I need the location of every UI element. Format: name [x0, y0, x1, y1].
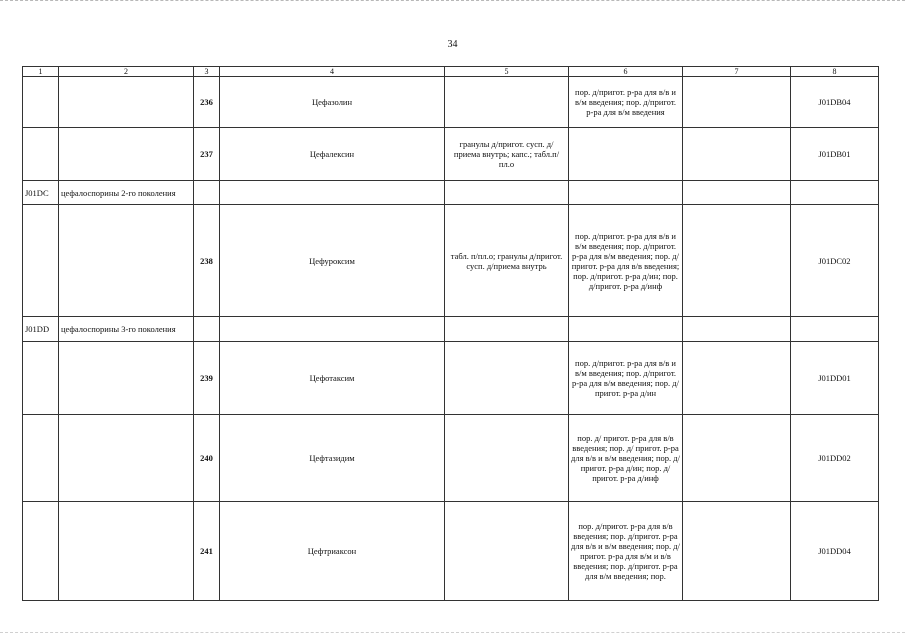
row-number: 237 — [194, 128, 220, 181]
column-7-cell — [683, 502, 791, 601]
header-cell: 4 — [220, 67, 445, 77]
row-number — [194, 317, 220, 342]
drug-name — [220, 317, 445, 342]
header-cell: 8 — [791, 67, 879, 77]
group-name-cell — [59, 502, 194, 601]
table-row — [23, 502, 879, 601]
header-cell: 5 — [445, 67, 569, 77]
atc-code: J01DD01 — [791, 342, 879, 415]
oral-forms — [445, 317, 569, 342]
header-cell: 7 — [683, 67, 791, 77]
atc-group-cell — [23, 77, 59, 128]
group-row — [23, 181, 879, 205]
oral-forms — [445, 342, 569, 415]
column-7-cell — [683, 181, 791, 205]
drug-name: Цефтазидим — [220, 415, 445, 502]
row-number: 240 — [194, 415, 220, 502]
oral-forms: табл. п/пл.о; гранулы д/пригот. сусп. д/приема внутрь — [445, 205, 569, 317]
drug-name: Цефалексин — [220, 128, 445, 181]
atc-code: J01DD02 — [791, 415, 879, 502]
header-row — [23, 67, 879, 77]
table-row — [23, 342, 879, 415]
column-7-cell — [683, 342, 791, 415]
header-cell: 2 — [59, 67, 194, 77]
group-name-cell — [59, 128, 194, 181]
oral-forms — [445, 415, 569, 502]
column-7-cell — [683, 128, 791, 181]
header-cell: 1 — [23, 67, 59, 77]
atc-group-cell: J01DD — [23, 317, 59, 342]
oral-forms — [445, 502, 569, 601]
row-number: 239 — [194, 342, 220, 415]
atc-group-cell — [23, 502, 59, 601]
page-number: 34 — [447, 39, 458, 50]
injection-forms: пор. д/пригот. р-ра для в/в и в/м введения; пор. д/пригот. р-ра для в/м введения — [569, 77, 683, 128]
column-7-cell — [683, 77, 791, 128]
atc-code: J01DB01 — [791, 128, 879, 181]
drug-table — [22, 66, 879, 601]
group-name-cell — [59, 342, 194, 415]
oral-forms — [445, 181, 569, 205]
drug-name: Цефотаксим — [220, 342, 445, 415]
row-number: 238 — [194, 205, 220, 317]
injection-forms: пор. д/ пригот. р-ра для в/в введения; пор. д/ пригот. р-ра для в/в и в/м введения; пор. д/пригот. р-ра д/ин; пор. д/пригот. р-ра д/инф — [569, 415, 683, 502]
oral-forms: гранулы д/пригот. сусп. д/приема внутрь; капс.; табл.п/пл.о — [445, 128, 569, 181]
atc-code — [791, 317, 879, 342]
column-7-cell — [683, 317, 791, 342]
atc-group-cell — [23, 415, 59, 502]
header-cell: 3 — [194, 67, 220, 77]
group-name-cell — [59, 415, 194, 502]
column-7-cell — [683, 205, 791, 317]
group-name-cell: цефалоспорины 3-го поколения — [59, 317, 194, 342]
atc-code: J01DC02 — [791, 205, 879, 317]
injection-forms — [569, 128, 683, 181]
table-row — [23, 77, 879, 128]
injection-forms — [569, 181, 683, 205]
atc-code: J01DB04 — [791, 77, 879, 128]
group-row — [23, 317, 879, 342]
injection-forms: пор. д/пригот. р-ра для в/в и в/м введения; пор. д/пригот. р-ра для в/м введения; пор. д/пригот. р-ра для в/в введения; пор. д/пригот. р-ра д/ин; пор. д/пригот. р-ра д/инф — [569, 205, 683, 317]
atc-group-cell: J01DC — [23, 181, 59, 205]
oral-forms — [445, 77, 569, 128]
atc-group-cell — [23, 128, 59, 181]
row-number: 236 — [194, 77, 220, 128]
header-cell: 6 — [569, 67, 683, 77]
table-row — [23, 128, 879, 181]
group-name-cell — [59, 77, 194, 128]
group-name-cell — [59, 205, 194, 317]
drug-name: Цефтриаксон — [220, 502, 445, 601]
atc-group-cell — [23, 205, 59, 317]
injection-forms: пор. д/пригот. р-ра для в/в введения; пор. д/пригот. р-ра для в/в и в/м введения; пор. д/пригот. р-ра для в/м и в/в введения; пор. д/пригот. р-ра для в/м введения; пор. — [569, 502, 683, 601]
drug-name: Цефуроксим — [220, 205, 445, 317]
table-row — [23, 415, 879, 502]
atc-code: J01DD04 — [791, 502, 879, 601]
scan-edge-top — [0, 0, 905, 3]
scan-edge-bottom — [0, 632, 905, 634]
injection-forms: пор. д/пригот. р-ра для в/в и в/м введения; пор. д/пригот. р-ра для в/м введения; пор. д/пригот. р-ра д/ин — [569, 342, 683, 415]
drug-name — [220, 181, 445, 205]
drug-name: Цефазолин — [220, 77, 445, 128]
atc-group-cell — [23, 342, 59, 415]
row-number — [194, 181, 220, 205]
column-7-cell — [683, 415, 791, 502]
atc-code — [791, 181, 879, 205]
injection-forms — [569, 317, 683, 342]
table-row — [23, 205, 879, 317]
group-name-cell: цефалоспорины 2-го поколения — [59, 181, 194, 205]
row-number: 241 — [194, 502, 220, 601]
